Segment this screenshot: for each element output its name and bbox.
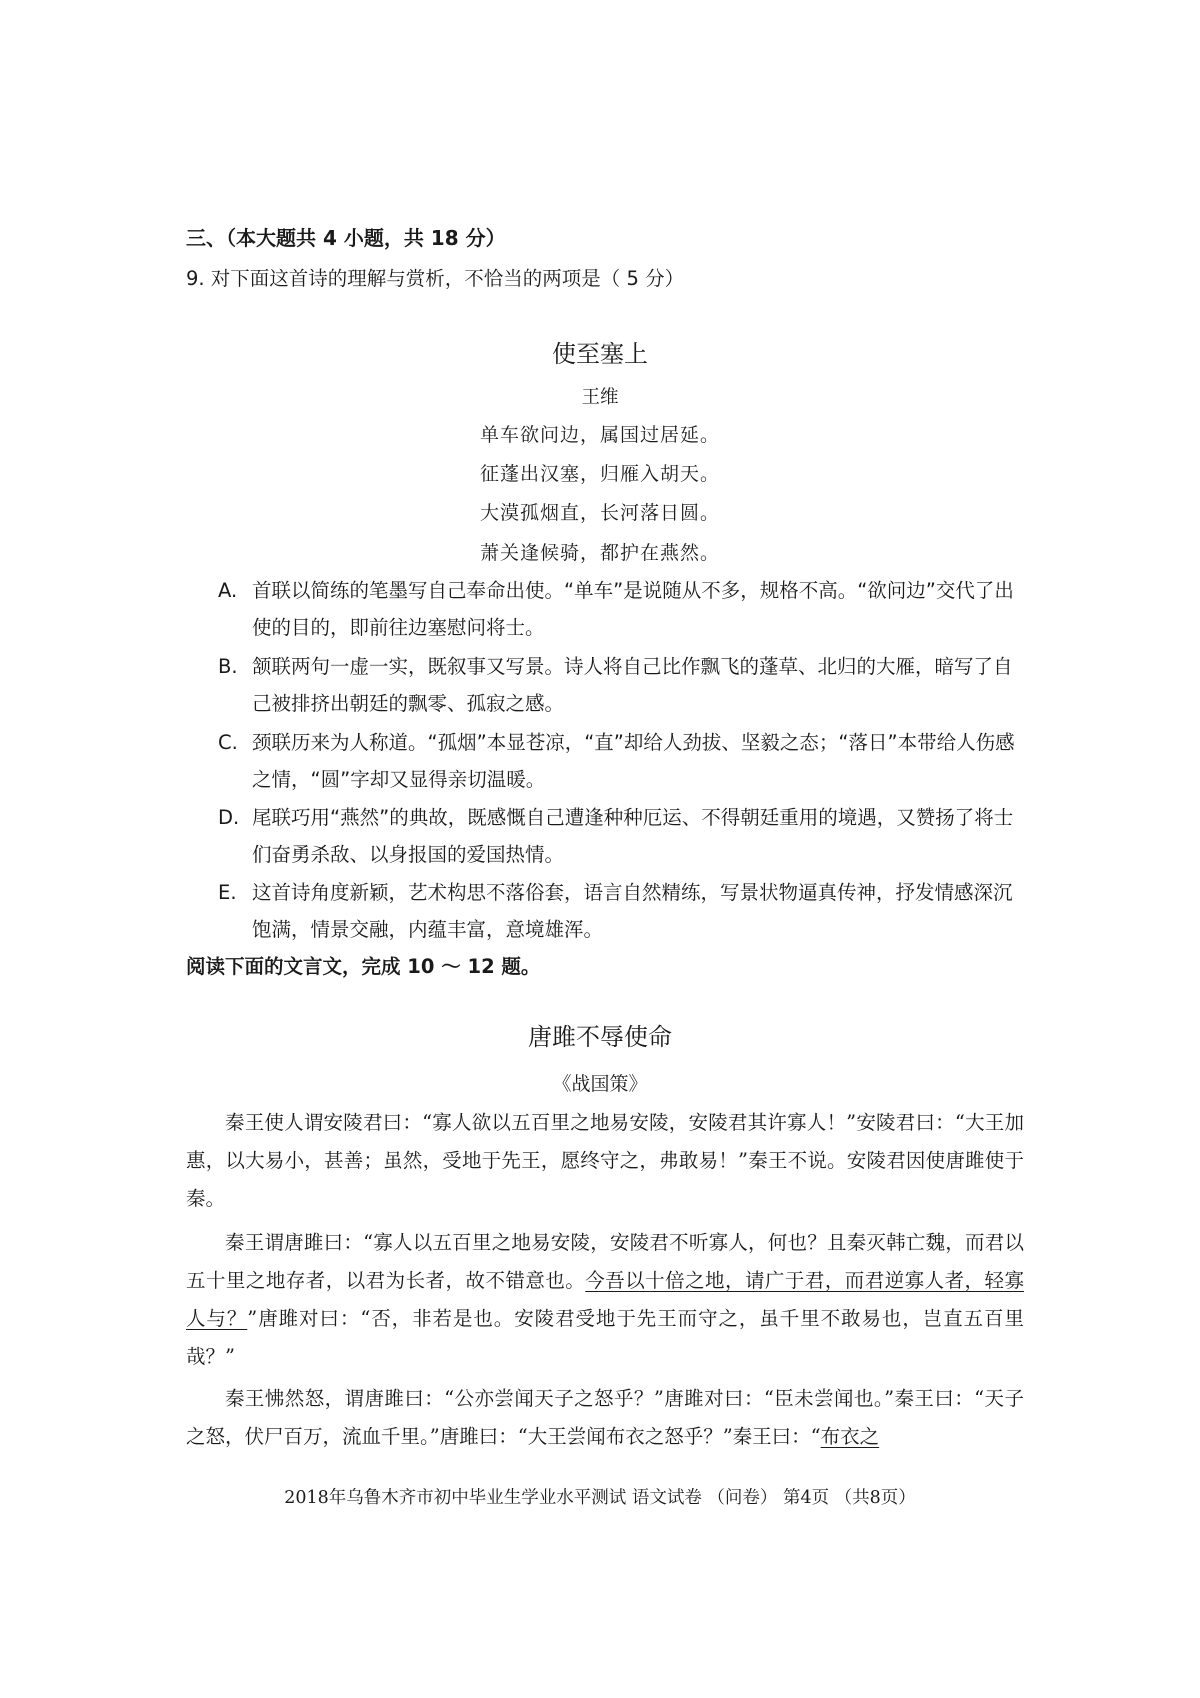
poem-line-3: 大漠孤烟直，长河落日圆。 bbox=[479, 502, 720, 524]
option-letter: D. bbox=[218, 806, 240, 829]
option-text: 首联以简练的笔墨写自己奉命出使。“单车”是说随从不多，规格不高。“欲问边”交代了出使的目的，即前往边塞慰问将士。 bbox=[252, 579, 1014, 639]
option-letter: C. bbox=[218, 731, 238, 754]
passage-title: 唐雎不辱使命 bbox=[528, 1023, 672, 1051]
passage-paragraph-1: 秦王使人谓安陵君曰：“寡人欲以五百里之地易安陵，安陵君其许寡人！”安陵君曰：“大王加惠，以大易小，甚善；虽然，受地于先王，愿终守之，弗敢易！”秦王不说。安陵君因使唐雎使于秦。 bbox=[186, 1111, 1024, 1210]
paragraph-text: 秦王谓唐雎曰：“寡人以五百里之地易安陵，安陵君不听寡人，何也？且秦灭韩亡魏，而君以五十里之地存者，以君为长者，故不错意也。 bbox=[186, 1231, 1024, 1292]
option-a bbox=[218, 572, 1024, 646]
option-c bbox=[218, 724, 1024, 798]
poem-line-2: 征蓬出汉塞，归雁入胡天。 bbox=[479, 463, 720, 485]
option-text: 颔联两句一虚一实，既叙事又写景。诗人将自己比作飘飞的蓬草、北归的大雁，暗写了自己被排挤出朝廷的飘零、孤寂之感。 bbox=[252, 655, 1013, 715]
section-heading: 三、（本大题共 4 小题，共 18 分） bbox=[186, 226, 506, 250]
paragraph-text: 秦王怫然怒，谓唐雎曰：“公亦尝闻天子之怒乎？”唐雎对曰：“臣未尝闻也。”秦王曰：“天子之怒，伏尸百万，流血千里。”唐雎曰：“大王尝闻布衣之怒乎？”秦王曰：“ bbox=[186, 1387, 1024, 1448]
poem-line-4: 萧关逢候骑，都护在燕然。 bbox=[479, 542, 720, 564]
paragraph-text: ”唐雎对曰：“否，非若是也。安陵君受地于先王而守之，虽千里不敢易也，岂直五百里哉？” bbox=[186, 1307, 1024, 1368]
option-b bbox=[218, 648, 1024, 722]
passage-paragraph-3 bbox=[186, 1380, 1024, 1456]
option-d bbox=[218, 799, 1024, 873]
passage-source: 《战国策》 bbox=[552, 1073, 648, 1095]
question-9-stem: 9. 对下面这首诗的理解与赏析，不恰当的两项是（ 5 分） bbox=[186, 267, 685, 290]
option-letter: B. bbox=[218, 655, 238, 678]
underlined-phrase: 布衣之 bbox=[820, 1425, 880, 1448]
option-letter: E. bbox=[218, 881, 237, 904]
poem-title: 使至塞上 bbox=[552, 340, 648, 368]
option-text: 这首诗角度新颖，艺术构思不落俗套，语言自然精练，写景状物逼真传神，抒发情感深沉饱满，情景交融，内蕴丰富，意境雄浑。 bbox=[252, 881, 1013, 941]
option-text: 颈联历来为人称道。“孤烟”本显苍凉，“直”却给人劲拔、坚毅之态；“落日”本带给人伤感之情，“圆”字却又显得亲切温暖。 bbox=[252, 731, 1015, 791]
underlined-sentence: 今吾以十倍之地，请广于君，而君逆寡人者，轻寡人与？ bbox=[186, 1269, 1024, 1330]
poem-author: 王维 bbox=[581, 387, 619, 408]
passage-paragraph-2 bbox=[186, 1224, 1024, 1376]
page-footer: 2018年乌鲁木齐市初中毕业生学业水平测试 语文试卷 （问卷） 第4页 （共8页） bbox=[284, 1488, 916, 1508]
option-e bbox=[218, 874, 1024, 948]
reading-instruction: 阅读下面的文言文，完成 10 ～ 12 题。 bbox=[186, 955, 541, 978]
poem-line-1: 单车欲问边，属国过居延。 bbox=[479, 424, 720, 446]
option-letter: A. bbox=[218, 579, 238, 602]
option-text: 尾联巧用“燕然”的典故，既感慨自己遭逢种种厄运、不得朝廷重用的境遇，又赞扬了将士们奋勇杀敌、以身报国的爱国热情。 bbox=[252, 806, 1014, 866]
